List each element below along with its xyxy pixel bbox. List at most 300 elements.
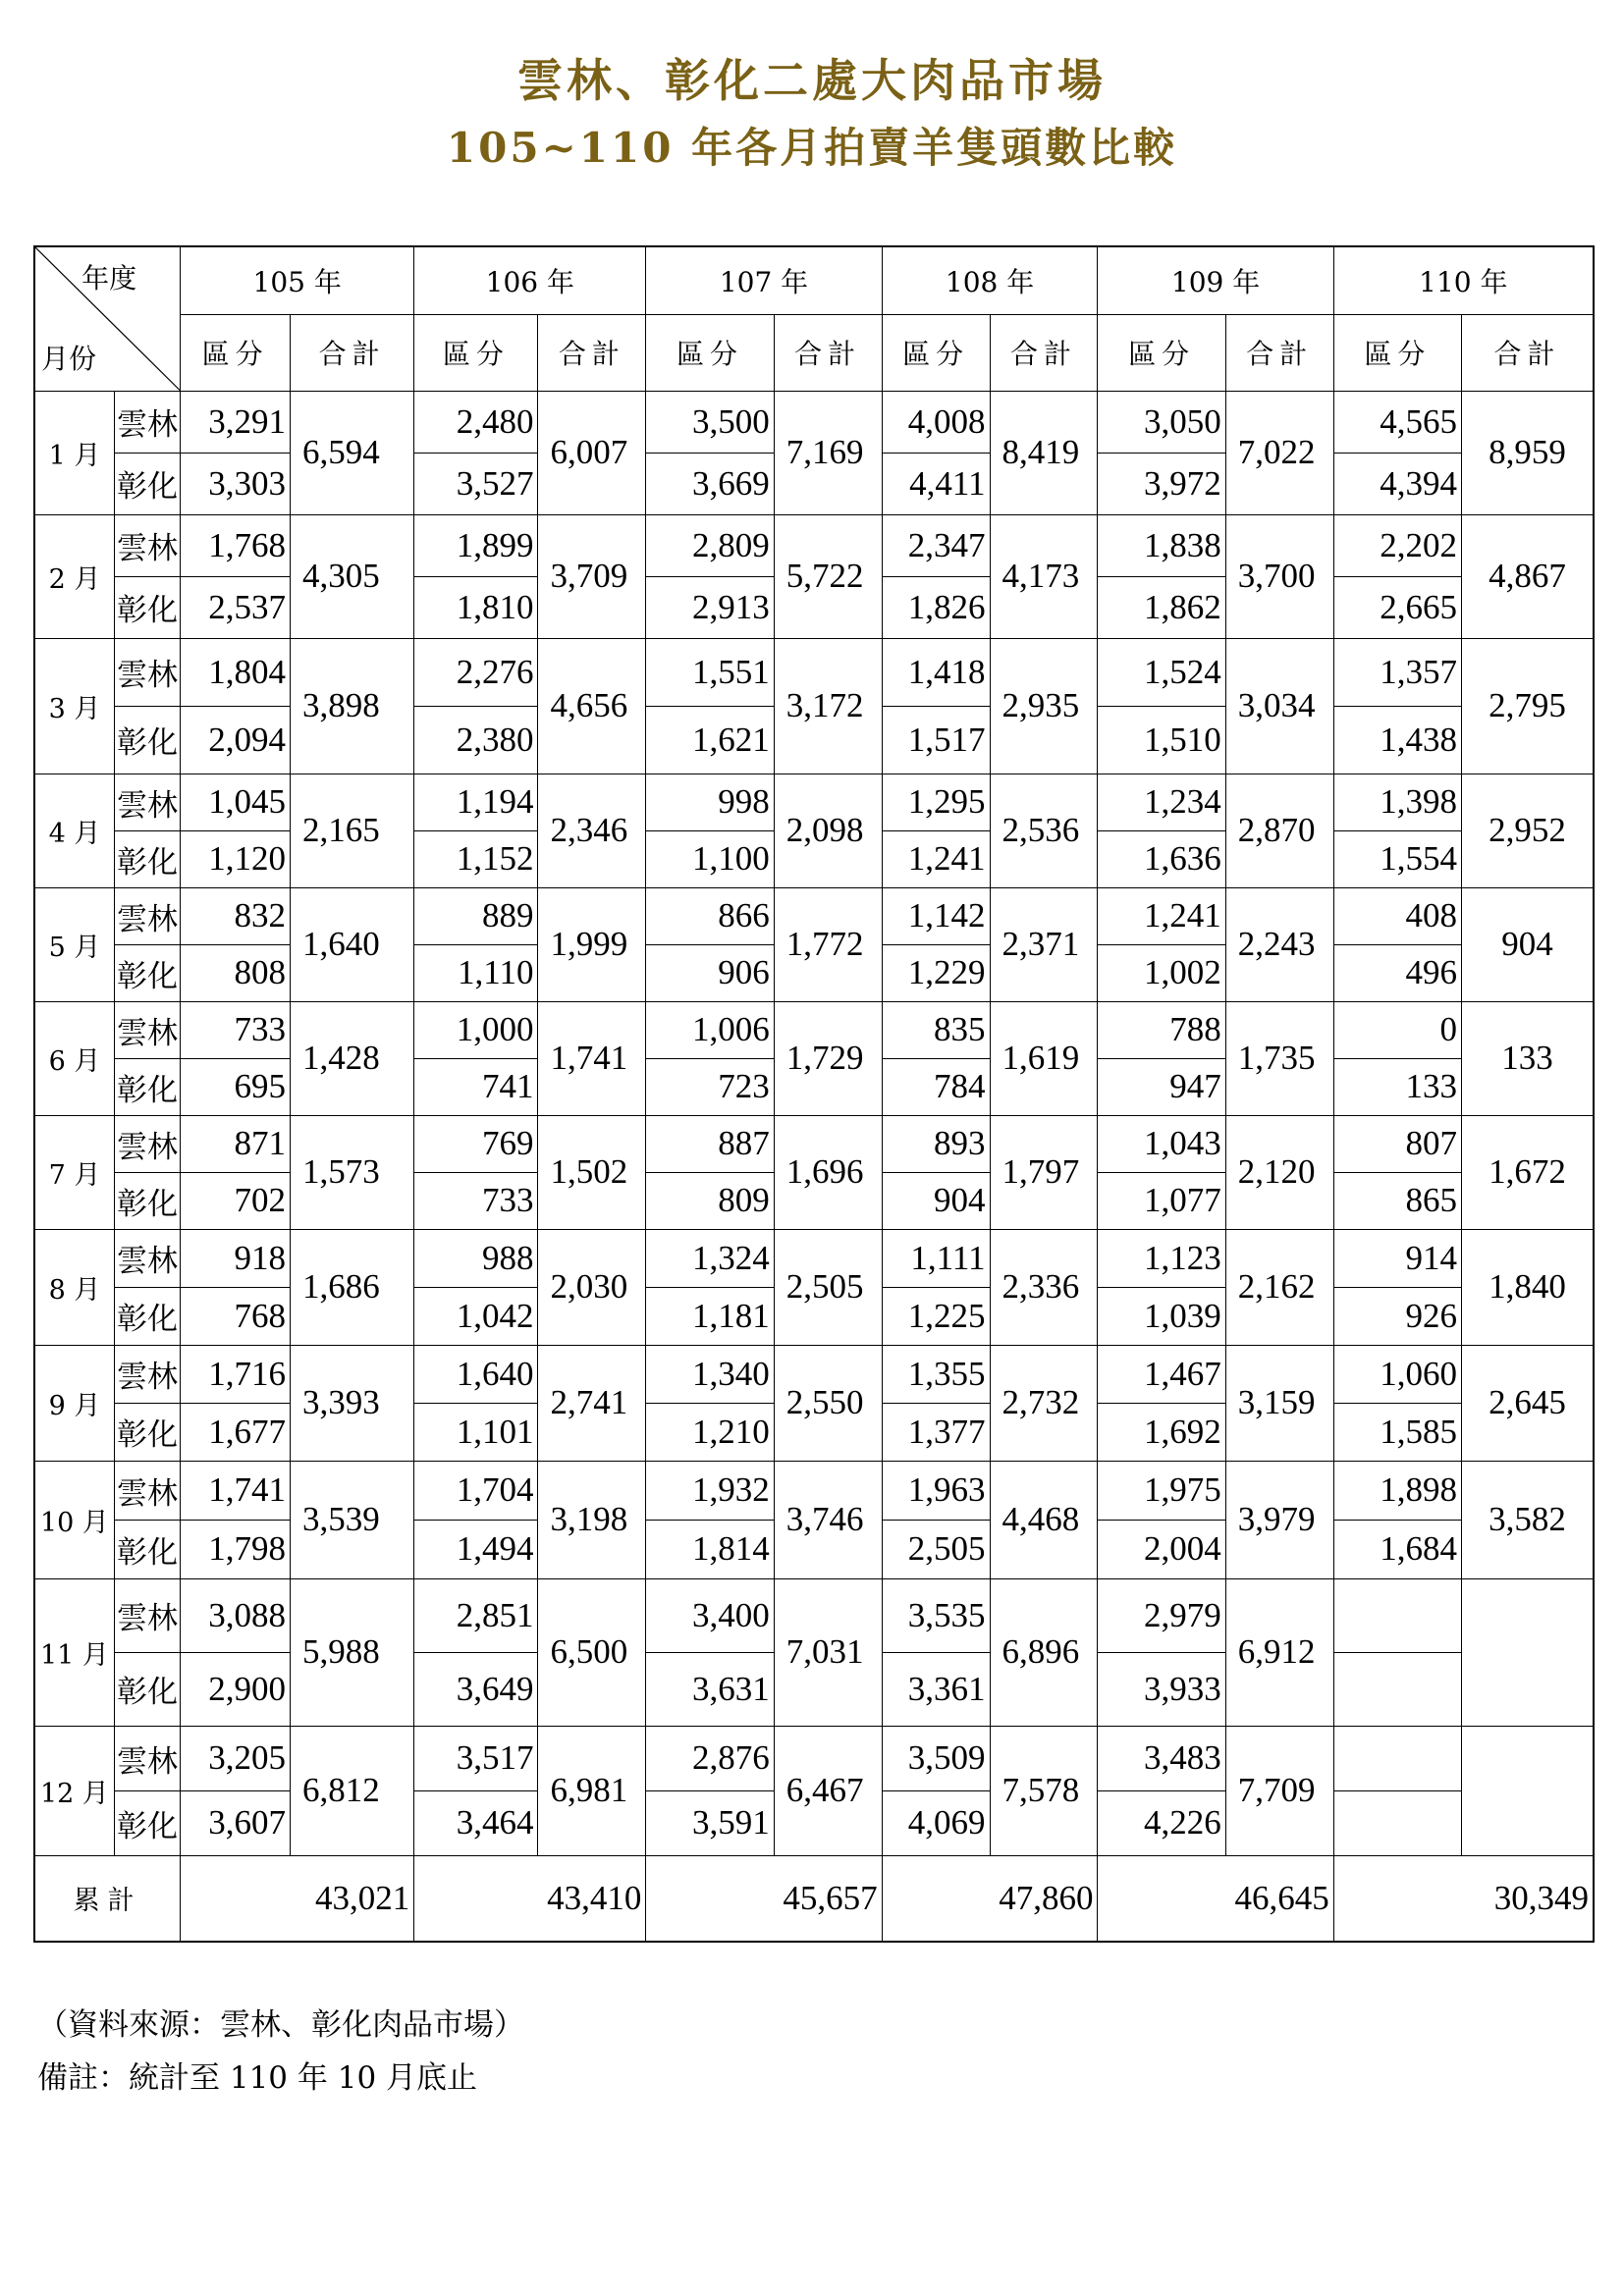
changhua-value: 2,505 xyxy=(882,1520,990,1578)
category-header: 區分 xyxy=(882,314,990,391)
yunlin-value: 1,123 xyxy=(1098,1229,1225,1287)
year-header-109: 109 年 xyxy=(1098,246,1333,314)
yunlin-value: 3,205 xyxy=(181,1726,291,1790)
yunlin-value: 4,565 xyxy=(1333,391,1461,453)
changhua-value: 4,226 xyxy=(1098,1790,1225,1855)
yunlin-value: 3,291 xyxy=(181,391,291,453)
month-total xyxy=(1461,1726,1594,1855)
corner-month-label: 月份 xyxy=(41,342,97,375)
yunlin-value: 769 xyxy=(414,1115,538,1172)
month-total: 7,022 xyxy=(1225,391,1333,514)
table-row xyxy=(34,887,1594,944)
month-total: 2,030 xyxy=(538,1229,646,1345)
table-row xyxy=(34,391,1594,453)
total-header: 合計 xyxy=(538,314,646,391)
yunlin-value: 1,060 xyxy=(1333,1345,1461,1403)
region-label-yunlin: 雲林 xyxy=(114,514,180,576)
total-header: 合計 xyxy=(1461,314,1594,391)
changhua-value: 1,181 xyxy=(646,1287,774,1345)
region-label-changhua: 彰化 xyxy=(114,830,180,887)
month-total: 1,573 xyxy=(291,1115,414,1229)
month-total: 5,722 xyxy=(774,514,882,638)
yunlin-value: 1,716 xyxy=(181,1345,291,1403)
yunlin-value: 988 xyxy=(414,1229,538,1287)
region-label-yunlin: 雲林 xyxy=(114,1726,180,1790)
month-label: 1 月 xyxy=(34,391,114,514)
yunlin-value: 807 xyxy=(1333,1115,1461,1172)
region-label-yunlin: 雲林 xyxy=(114,1229,180,1287)
sub-header-row xyxy=(34,314,1594,391)
year-header-105: 105 年 xyxy=(181,246,414,314)
yunlin-value: 871 xyxy=(181,1115,291,1172)
changhua-value: 4,394 xyxy=(1333,453,1461,514)
month-total: 2,645 xyxy=(1461,1345,1594,1461)
yunlin-value: 3,535 xyxy=(882,1578,990,1652)
table-row xyxy=(34,1461,1594,1520)
changhua-value: 1,554 xyxy=(1333,830,1461,887)
category-header: 區分 xyxy=(181,314,291,391)
changhua-value: 1,039 xyxy=(1098,1287,1225,1345)
yunlin-value: 2,480 xyxy=(414,391,538,453)
month-total: 2,120 xyxy=(1225,1115,1333,1229)
yunlin-value: 0 xyxy=(1333,1001,1461,1058)
changhua-value: 926 xyxy=(1333,1287,1461,1345)
yunlin-value: 408 xyxy=(1333,887,1461,944)
changhua-value: 723 xyxy=(646,1058,774,1115)
changhua-value: 1,798 xyxy=(181,1520,291,1578)
month-total: 3,746 xyxy=(774,1461,882,1578)
yunlin-value: 1,551 xyxy=(646,638,774,706)
month-label: 4 月 xyxy=(34,774,114,887)
table-row xyxy=(34,1345,1594,1403)
region-label-changhua: 彰化 xyxy=(114,1172,180,1229)
changhua-value: 3,631 xyxy=(646,1652,774,1726)
changhua-value: 1,152 xyxy=(414,830,538,887)
changhua-value: 733 xyxy=(414,1172,538,1229)
yunlin-value: 3,050 xyxy=(1098,391,1225,453)
yunlin-value: 2,851 xyxy=(414,1578,538,1652)
table-row xyxy=(34,774,1594,830)
month-total: 7,031 xyxy=(774,1578,882,1726)
yunlin-value: 4,008 xyxy=(882,391,990,453)
yunlin-value: 733 xyxy=(181,1001,291,1058)
month-total: 1,741 xyxy=(538,1001,646,1115)
footnotes xyxy=(37,1999,524,2105)
category-header: 區分 xyxy=(1333,314,1461,391)
yunlin-value: 1,524 xyxy=(1098,638,1225,706)
month-total: 4,656 xyxy=(538,638,646,774)
changhua-value: 1,814 xyxy=(646,1520,774,1578)
changhua-value: 1,677 xyxy=(181,1403,291,1461)
changhua-value: 1,494 xyxy=(414,1520,538,1578)
changhua-value: 2,094 xyxy=(181,706,291,774)
changhua-value: 904 xyxy=(882,1172,990,1229)
month-total: 6,467 xyxy=(774,1726,882,1855)
table-row xyxy=(34,638,1594,706)
month-total: 1,686 xyxy=(291,1229,414,1345)
month-total: 6,007 xyxy=(538,391,646,514)
month-label: 10 月 xyxy=(34,1461,114,1578)
changhua-value: 4,069 xyxy=(882,1790,990,1855)
month-total: 1,428 xyxy=(291,1001,414,1115)
yunlin-value: 893 xyxy=(882,1115,990,1172)
month-total: 2,243 xyxy=(1225,887,1333,1001)
yunlin-value: 3,400 xyxy=(646,1578,774,1652)
month-total: 2,550 xyxy=(774,1345,882,1461)
changhua-value xyxy=(1333,1790,1461,1855)
yunlin-value: 2,202 xyxy=(1333,514,1461,576)
changhua-value: 1,110 xyxy=(414,944,538,1001)
yunlin-value: 887 xyxy=(646,1115,774,1172)
month-total: 2,795 xyxy=(1461,638,1594,774)
changhua-value: 768 xyxy=(181,1287,291,1345)
month-total: 6,500 xyxy=(538,1578,646,1726)
corner-cell xyxy=(34,246,181,391)
changhua-value: 1,692 xyxy=(1098,1403,1225,1461)
month-total: 3,709 xyxy=(538,514,646,638)
yunlin-value: 1,295 xyxy=(882,774,990,830)
table-body xyxy=(34,391,1594,1855)
yunlin-value: 1,357 xyxy=(1333,638,1461,706)
changhua-value: 906 xyxy=(646,944,774,1001)
total-header: 合計 xyxy=(1225,314,1333,391)
table-row xyxy=(34,1578,1594,1652)
changhua-value: 1,101 xyxy=(414,1403,538,1461)
cumulative-105: 43,021 xyxy=(181,1855,414,1942)
yunlin-value: 3,509 xyxy=(882,1726,990,1790)
region-label-changhua: 彰化 xyxy=(114,1287,180,1345)
month-total: 4,468 xyxy=(990,1461,1098,1578)
yunlin-value: 1,194 xyxy=(414,774,538,830)
changhua-value: 1,077 xyxy=(1098,1172,1225,1229)
yunlin-value: 2,979 xyxy=(1098,1578,1225,1652)
cumulative-106: 43,410 xyxy=(414,1855,646,1942)
month-total: 2,536 xyxy=(990,774,1098,887)
remark-note: 備註：統計至 110 年 10 月底止 xyxy=(37,2060,478,2096)
month-total: 3,700 xyxy=(1225,514,1333,638)
region-label-changhua: 彰化 xyxy=(114,1058,180,1115)
month-total: 904 xyxy=(1461,887,1594,1001)
total-header: 合計 xyxy=(291,314,414,391)
region-label-yunlin: 雲林 xyxy=(114,1345,180,1403)
yunlin-value: 3,088 xyxy=(181,1578,291,1652)
yunlin-value: 1,355 xyxy=(882,1345,990,1403)
year-header-106: 106 年 xyxy=(414,246,646,314)
yunlin-value: 1,804 xyxy=(181,638,291,706)
changhua-value: 1,042 xyxy=(414,1287,538,1345)
data-table xyxy=(33,245,1595,1943)
total-header: 合計 xyxy=(774,314,882,391)
page-title: 雲林、彰化二處大肉品市場 xyxy=(517,54,1107,107)
total-header: 合計 xyxy=(990,314,1098,391)
region-label-changhua: 彰化 xyxy=(114,944,180,1001)
month-label: 7 月 xyxy=(34,1115,114,1229)
region-label-yunlin: 雲林 xyxy=(114,1461,180,1520)
region-label-yunlin: 雲林 xyxy=(114,887,180,944)
month-total: 7,578 xyxy=(990,1726,1098,1855)
yunlin-value: 1,898 xyxy=(1333,1461,1461,1520)
yunlin-value: 1,340 xyxy=(646,1345,774,1403)
yunlin-value: 998 xyxy=(646,774,774,830)
yunlin-value: 1,467 xyxy=(1098,1345,1225,1403)
changhua-value: 1,210 xyxy=(646,1403,774,1461)
month-total: 1,840 xyxy=(1461,1229,1594,1345)
region-label-yunlin: 雲林 xyxy=(114,1578,180,1652)
changhua-value: 3,303 xyxy=(181,453,291,514)
yunlin-value: 1,000 xyxy=(414,1001,538,1058)
cumulative-109: 46,645 xyxy=(1098,1855,1333,1942)
yunlin-value: 1,043 xyxy=(1098,1115,1225,1172)
table-row xyxy=(34,1229,1594,1287)
month-total: 5,988 xyxy=(291,1578,414,1726)
region-label-changhua: 彰化 xyxy=(114,706,180,774)
yunlin-value: 1,704 xyxy=(414,1461,538,1520)
changhua-value: 1,621 xyxy=(646,706,774,774)
yunlin-value xyxy=(1333,1578,1461,1652)
region-label-yunlin: 雲林 xyxy=(114,391,180,453)
month-total: 1,502 xyxy=(538,1115,646,1229)
region-label-changhua: 彰化 xyxy=(114,1652,180,1726)
table-row xyxy=(34,1001,1594,1058)
month-total: 3,034 xyxy=(1225,638,1333,774)
changhua-value: 947 xyxy=(1098,1058,1225,1115)
yunlin-value: 1,142 xyxy=(882,887,990,944)
region-label-yunlin: 雲林 xyxy=(114,638,180,706)
table-row xyxy=(34,1115,1594,1172)
month-total xyxy=(1461,1578,1594,1726)
yunlin-value: 1,838 xyxy=(1098,514,1225,576)
changhua-value: 1,684 xyxy=(1333,1520,1461,1578)
yunlin-value: 832 xyxy=(181,887,291,944)
yunlin-value: 2,876 xyxy=(646,1726,774,1790)
month-total: 2,505 xyxy=(774,1229,882,1345)
month-total: 1,672 xyxy=(1461,1115,1594,1229)
changhua-value: 496 xyxy=(1333,944,1461,1001)
yunlin-value: 3,483 xyxy=(1098,1726,1225,1790)
month-total: 7,709 xyxy=(1225,1726,1333,1855)
month-total: 4,867 xyxy=(1461,514,1594,638)
month-total: 3,159 xyxy=(1225,1345,1333,1461)
month-total: 2,346 xyxy=(538,774,646,887)
changhua-value: 1,438 xyxy=(1333,706,1461,774)
changhua-value: 1,377 xyxy=(882,1403,990,1461)
month-total: 2,336 xyxy=(990,1229,1098,1345)
yunlin-value: 3,517 xyxy=(414,1726,538,1790)
month-total: 133 xyxy=(1461,1001,1594,1115)
table-row xyxy=(34,1726,1594,1790)
changhua-value: 741 xyxy=(414,1058,538,1115)
changhua-value: 3,607 xyxy=(181,1790,291,1855)
month-total: 6,912 xyxy=(1225,1578,1333,1726)
corner-year-label: 年度 xyxy=(81,262,137,294)
changhua-value: 865 xyxy=(1333,1172,1461,1229)
cumulative-row xyxy=(34,1855,1594,1942)
month-total: 3,198 xyxy=(538,1461,646,1578)
month-total: 3,539 xyxy=(291,1461,414,1578)
month-total: 6,981 xyxy=(538,1726,646,1855)
yunlin-value: 889 xyxy=(414,887,538,944)
changhua-value: 1,229 xyxy=(882,944,990,1001)
changhua-value: 2,537 xyxy=(181,576,291,638)
month-total: 1,772 xyxy=(774,887,882,1001)
yunlin-value: 1,241 xyxy=(1098,887,1225,944)
yunlin-value: 1,398 xyxy=(1333,774,1461,830)
changhua-value: 1,517 xyxy=(882,706,990,774)
month-label: 12 月 xyxy=(34,1726,114,1855)
yunlin-value: 1,111 xyxy=(882,1229,990,1287)
changhua-value: 808 xyxy=(181,944,291,1001)
table-row xyxy=(34,514,1594,576)
changhua-value: 3,527 xyxy=(414,453,538,514)
month-total: 6,594 xyxy=(291,391,414,514)
month-total: 3,979 xyxy=(1225,1461,1333,1578)
month-total: 8,419 xyxy=(990,391,1098,514)
changhua-value: 1,002 xyxy=(1098,944,1225,1001)
yunlin-value: 1,899 xyxy=(414,514,538,576)
month-total: 3,393 xyxy=(291,1345,414,1461)
source-note: （資料來源：雲林、彰化肉品市場） xyxy=(37,2007,524,2043)
year-header-row xyxy=(34,246,1594,314)
yunlin-value: 1,975 xyxy=(1098,1461,1225,1520)
yunlin-value: 1,006 xyxy=(646,1001,774,1058)
month-total: 8,959 xyxy=(1461,391,1594,514)
region-label-yunlin: 雲林 xyxy=(114,774,180,830)
yunlin-value: 1,418 xyxy=(882,638,990,706)
year-header-107: 107 年 xyxy=(646,246,882,314)
changhua-value: 702 xyxy=(181,1172,291,1229)
month-total: 4,173 xyxy=(990,514,1098,638)
yunlin-value: 1,963 xyxy=(882,1461,990,1520)
month-label: 11 月 xyxy=(34,1578,114,1726)
changhua-value: 1,585 xyxy=(1333,1403,1461,1461)
region-label-changhua: 彰化 xyxy=(114,453,180,514)
changhua-value: 1,241 xyxy=(882,830,990,887)
month-total: 3,898 xyxy=(291,638,414,774)
changhua-value: 695 xyxy=(181,1058,291,1115)
month-total: 1,999 xyxy=(538,887,646,1001)
month-label: 2 月 xyxy=(34,514,114,638)
month-label: 6 月 xyxy=(34,1001,114,1115)
month-total: 1,729 xyxy=(774,1001,882,1115)
region-label-changhua: 彰化 xyxy=(114,1790,180,1855)
month-total: 1,640 xyxy=(291,887,414,1001)
yunlin-value: 1,768 xyxy=(181,514,291,576)
yunlin-value: 3,500 xyxy=(646,391,774,453)
month-total: 7,169 xyxy=(774,391,882,514)
month-total: 4,305 xyxy=(291,514,414,638)
month-total: 2,952 xyxy=(1461,774,1594,887)
cumulative-110: 30,349 xyxy=(1333,1855,1594,1942)
changhua-value: 3,669 xyxy=(646,453,774,514)
month-label: 3 月 xyxy=(34,638,114,774)
cumulative-label: 累計 xyxy=(34,1855,181,1942)
changhua-value: 3,464 xyxy=(414,1790,538,1855)
month-total: 2,165 xyxy=(291,774,414,887)
month-label: 9 月 xyxy=(34,1345,114,1461)
changhua-value: 133 xyxy=(1333,1058,1461,1115)
yunlin-value: 918 xyxy=(181,1229,291,1287)
yunlin-value: 1,932 xyxy=(646,1461,774,1520)
changhua-value: 3,591 xyxy=(646,1790,774,1855)
month-label: 5 月 xyxy=(34,887,114,1001)
category-header: 區分 xyxy=(414,314,538,391)
changhua-value: 2,004 xyxy=(1098,1520,1225,1578)
changhua-value xyxy=(1333,1652,1461,1726)
year-header-108: 108 年 xyxy=(882,246,1098,314)
month-total: 3,172 xyxy=(774,638,882,774)
month-total: 2,732 xyxy=(990,1345,1098,1461)
month-total: 2,371 xyxy=(990,887,1098,1001)
month-total: 2,741 xyxy=(538,1345,646,1461)
changhua-value: 784 xyxy=(882,1058,990,1115)
yunlin-value: 2,276 xyxy=(414,638,538,706)
yunlin-value: 1,045 xyxy=(181,774,291,830)
yunlin-value: 1,741 xyxy=(181,1461,291,1520)
cumulative-108: 47,860 xyxy=(882,1855,1098,1942)
changhua-value: 1,826 xyxy=(882,576,990,638)
yunlin-value: 1,324 xyxy=(646,1229,774,1287)
changhua-value: 4,411 xyxy=(882,453,990,514)
month-total: 2,870 xyxy=(1225,774,1333,887)
yunlin-value: 914 xyxy=(1333,1229,1461,1287)
page-subtitle: 105~110 年各月拍賣羊隻頭數比較 xyxy=(446,124,1178,172)
changhua-value: 1,810 xyxy=(414,576,538,638)
year-header-110: 110 年 xyxy=(1333,246,1594,314)
changhua-value: 2,380 xyxy=(414,706,538,774)
yunlin-value: 866 xyxy=(646,887,774,944)
changhua-value: 1,636 xyxy=(1098,830,1225,887)
yunlin-value: 788 xyxy=(1098,1001,1225,1058)
month-total: 2,098 xyxy=(774,774,882,887)
changhua-value: 2,665 xyxy=(1333,576,1461,638)
changhua-value: 3,649 xyxy=(414,1652,538,1726)
cumulative-107: 45,657 xyxy=(646,1855,882,1942)
region-label-yunlin: 雲林 xyxy=(114,1001,180,1058)
changhua-value: 809 xyxy=(646,1172,774,1229)
yunlin-value xyxy=(1333,1726,1461,1790)
month-total: 3,582 xyxy=(1461,1461,1594,1578)
changhua-value: 1,862 xyxy=(1098,576,1225,638)
changhua-value: 2,913 xyxy=(646,576,774,638)
yunlin-value: 1,234 xyxy=(1098,774,1225,830)
changhua-value: 1,225 xyxy=(882,1287,990,1345)
month-total: 6,896 xyxy=(990,1578,1098,1726)
category-header: 區分 xyxy=(646,314,774,391)
region-label-changhua: 彰化 xyxy=(114,1403,180,1461)
changhua-value: 3,361 xyxy=(882,1652,990,1726)
changhua-value: 1,120 xyxy=(181,830,291,887)
changhua-value: 3,972 xyxy=(1098,453,1225,514)
yunlin-value: 1,640 xyxy=(414,1345,538,1403)
region-label-yunlin: 雲林 xyxy=(114,1115,180,1172)
month-total: 1,619 xyxy=(990,1001,1098,1115)
category-header: 區分 xyxy=(1098,314,1225,391)
changhua-value: 1,100 xyxy=(646,830,774,887)
month-total: 2,935 xyxy=(990,638,1098,774)
yunlin-value: 835 xyxy=(882,1001,990,1058)
region-label-changhua: 彰化 xyxy=(114,1520,180,1578)
month-label: 8 月 xyxy=(34,1229,114,1345)
month-total: 1,696 xyxy=(774,1115,882,1229)
yunlin-value: 2,347 xyxy=(882,514,990,576)
month-total: 1,797 xyxy=(990,1115,1098,1229)
month-total: 2,162 xyxy=(1225,1229,1333,1345)
changhua-value: 1,510 xyxy=(1098,706,1225,774)
month-total: 1,735 xyxy=(1225,1001,1333,1115)
changhua-value: 3,933 xyxy=(1098,1652,1225,1726)
yunlin-value: 2,809 xyxy=(646,514,774,576)
changhua-value: 2,900 xyxy=(181,1652,291,1726)
